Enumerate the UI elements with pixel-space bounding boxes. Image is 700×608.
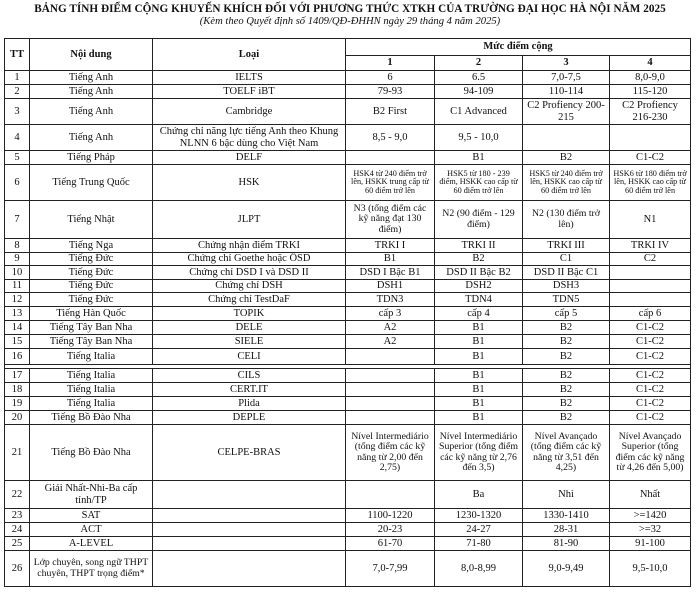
header-loai: Loại — [153, 39, 346, 71]
row-number: 14 — [5, 321, 30, 335]
row-content: Tiếng Đức — [30, 266, 153, 280]
row-type: Chứng chỉ Goethe hoặc ÖSD — [153, 253, 346, 266]
row-level-2: B1 — [435, 369, 523, 383]
row-type: DELF — [153, 151, 346, 165]
row-content: Tiếng Đức — [30, 293, 153, 307]
row-level-4: 115-120 — [610, 85, 691, 99]
row-level-4: 8,0-9,0 — [610, 71, 691, 85]
row-level-4: 9,5-10,0 — [610, 551, 691, 587]
row-level-3: DSH3 — [523, 280, 610, 293]
row-level-2: B1 — [435, 151, 523, 165]
row-level-2: HSK5 từ 180 - 239 điểm, HSKK cao cấp từ 60 điểm trở lên — [435, 165, 523, 201]
row-number: 21 — [5, 425, 30, 481]
row-number: 5 — [5, 151, 30, 165]
row-level-3: 28-31 — [523, 523, 610, 537]
row-level-3: TDN5 — [523, 293, 610, 307]
row-level-4: C1-C2 — [610, 321, 691, 335]
row-level-3: HSK5 từ 240 điểm trở lên, HSKK cao cấp từ 60 điểm trở lên — [523, 165, 610, 201]
row-level-2: 8,0-8,99 — [435, 551, 523, 587]
row-level-3: B2 — [523, 151, 610, 165]
row-level-3: B2 — [523, 369, 610, 383]
row-level-2: TDN4 — [435, 293, 523, 307]
row-content: Tiếng Italia — [30, 369, 153, 383]
row-level-2: 9,5 - 10,0 — [435, 125, 523, 151]
row-content: Tiếng Hàn Quốc — [30, 307, 153, 321]
row-level-4: C1-C2 — [610, 411, 691, 425]
row-level-2: Ba — [435, 481, 523, 509]
row-number: 17 — [5, 369, 30, 383]
row-type: CILS — [153, 369, 346, 383]
row-number: 25 — [5, 537, 30, 551]
row-level-3: B2 — [523, 321, 610, 335]
row-level-3: B2 — [523, 349, 610, 365]
row-number: 22 — [5, 481, 30, 509]
row-level-2: DSD II Bậc B2 — [435, 266, 523, 280]
row-number: 26 — [5, 551, 30, 587]
row-level-4: Nhất — [610, 481, 691, 509]
row-level-4: 91-100 — [610, 537, 691, 551]
document-header — [0, 0, 700, 27]
header-muc-diem: Mức điểm cộng — [346, 39, 691, 56]
row-level-4: C2 — [610, 253, 691, 266]
row-level-2: cấp 4 — [435, 307, 523, 321]
row-level-1: TDN3 — [346, 293, 435, 307]
row-level-1 — [346, 397, 435, 411]
row-type: CELPE-BRAS — [153, 425, 346, 481]
row-level-3: Nhì — [523, 481, 610, 509]
row-level-2: DSH2 — [435, 280, 523, 293]
row-level-2: 71-80 — [435, 537, 523, 551]
row-level-4: HSK6 từ 180 điểm trở lên, HSKK cao cấp từ 60 điểm trở lên — [610, 165, 691, 201]
row-level-3: 7,0-7,5 — [523, 71, 610, 85]
row-content: Tiếng Đức — [30, 280, 153, 293]
header-level-1: 1 — [346, 56, 435, 71]
row-number: 13 — [5, 307, 30, 321]
row-type: CELI — [153, 349, 346, 365]
row-type: DELE — [153, 321, 346, 335]
row-level-4 — [610, 125, 691, 151]
row-content: Tiếng Tây Ban Nha — [30, 335, 153, 349]
row-content: Tiếng Anh — [30, 99, 153, 125]
table-row — [5, 411, 691, 425]
table-row — [5, 425, 691, 481]
row-level-3: TRKI III — [523, 239, 610, 253]
row-level-2: B2 — [435, 253, 523, 266]
row-number: 9 — [5, 253, 30, 266]
row-type: CERT.IT — [153, 383, 346, 397]
row-type: IELTS — [153, 71, 346, 85]
row-content: A-LEVEL — [30, 537, 153, 551]
row-number: 12 — [5, 293, 30, 307]
row-level-1 — [346, 349, 435, 365]
row-level-3: B2 — [523, 397, 610, 411]
row-level-1: B1 — [346, 253, 435, 266]
header-noi-dung: Nội dung — [30, 39, 153, 71]
row-type: TOELF iBT — [153, 85, 346, 99]
table-row — [5, 321, 691, 335]
row-level-4: Nível Avançado Superior (tổng điểm các kỹ năng từ 4,26 đến 5,00) — [610, 425, 691, 481]
table-row — [5, 280, 691, 293]
row-number: 15 — [5, 335, 30, 349]
row-type: Chứng nhận điểm TRKI — [153, 239, 346, 253]
row-level-3: 110-114 — [523, 85, 610, 99]
row-level-4 — [610, 293, 691, 307]
row-level-3: cấp 5 — [523, 307, 610, 321]
row-level-4: C1-C2 — [610, 397, 691, 411]
row-level-4: C1-C2 — [610, 349, 691, 365]
row-type: DEPLE — [153, 411, 346, 425]
row-number: 19 — [5, 397, 30, 411]
table-row — [5, 253, 691, 266]
row-content: Tiếng Đức — [30, 253, 153, 266]
row-level-1: 79-93 — [346, 85, 435, 99]
row-level-2: B1 — [435, 321, 523, 335]
row-level-1: Nível Intermediário (tổng điểm các kỹ năng từ 2,00 đến 2,75) — [346, 425, 435, 481]
row-type: JLPT — [153, 201, 346, 239]
row-level-1: cấp 3 — [346, 307, 435, 321]
table-row — [5, 383, 691, 397]
row-level-2: TRKI II — [435, 239, 523, 253]
row-level-1: 61-70 — [346, 537, 435, 551]
row-level-3: N2 (130 điểm trở lên) — [523, 201, 610, 239]
row-level-4 — [610, 280, 691, 293]
row-level-3: C2 Profiency 200-215 — [523, 99, 610, 125]
row-number: 23 — [5, 509, 30, 523]
row-content: Tiếng Bồ Đào Nha — [30, 425, 153, 481]
table-row — [5, 293, 691, 307]
row-type: Chứng chỉ DSH — [153, 280, 346, 293]
row-level-4: C2 Profiency 216-230 — [610, 99, 691, 125]
row-level-4: >=32 — [610, 523, 691, 537]
table-row — [5, 509, 691, 523]
row-content: Tiếng Nhật — [30, 201, 153, 239]
row-content: ACT — [30, 523, 153, 537]
row-level-1: N3 (tổng điểm các kỹ năng đạt 130 điểm) — [346, 201, 435, 239]
row-level-2: B1 — [435, 335, 523, 349]
row-level-4: C1-C2 — [610, 151, 691, 165]
row-level-1: 8,5 - 9,0 — [346, 125, 435, 151]
row-type — [153, 551, 346, 587]
row-level-3: DSD II Bậc C1 — [523, 266, 610, 280]
row-level-1: 1100-1220 — [346, 509, 435, 523]
row-level-1 — [346, 151, 435, 165]
table-row — [5, 165, 691, 201]
row-level-3: B2 — [523, 411, 610, 425]
row-type — [153, 523, 346, 537]
table-row — [5, 99, 691, 125]
row-level-2: 1230-1320 — [435, 509, 523, 523]
row-type: Chứng chỉ DSD I và DSD II — [153, 266, 346, 280]
row-level-2: N2 (90 điểm - 129 điểm) — [435, 201, 523, 239]
row-level-4: cấp 6 — [610, 307, 691, 321]
row-level-1: DSH1 — [346, 280, 435, 293]
row-content: Tiếng Anh — [30, 71, 153, 85]
row-level-1: 6 — [346, 71, 435, 85]
row-type: SIELE — [153, 335, 346, 349]
row-level-3 — [523, 125, 610, 151]
table-body — [5, 71, 691, 587]
row-content: SAT — [30, 509, 153, 523]
row-level-1: 20-23 — [346, 523, 435, 537]
row-level-2: 94-109 — [435, 85, 523, 99]
table-row — [5, 397, 691, 411]
table-row — [5, 125, 691, 151]
row-type: Chứng chỉ năng lực tiếng Anh theo Khung NLNN 6 bậc dùng cho Việt Nam — [153, 125, 346, 151]
row-level-1: 7,0-7,99 — [346, 551, 435, 587]
row-content: Tiếng Trung Quốc — [30, 165, 153, 201]
table-row — [5, 239, 691, 253]
row-level-4 — [610, 266, 691, 280]
row-level-2: C1 Advanced — [435, 99, 523, 125]
table-row — [5, 551, 691, 587]
row-content: Tiếng Nga — [30, 239, 153, 253]
row-level-4: TRKI IV — [610, 239, 691, 253]
row-content: Tiếng Tây Ban Nha — [30, 321, 153, 335]
row-content: Tiếng Italia — [30, 397, 153, 411]
row-level-2: B1 — [435, 383, 523, 397]
table-row — [5, 201, 691, 239]
table-row — [5, 537, 691, 551]
row-level-3: C1 — [523, 253, 610, 266]
row-level-4: C1-C2 — [610, 383, 691, 397]
row-level-3: B2 — [523, 335, 610, 349]
row-level-4: >=1420 — [610, 509, 691, 523]
row-number: 20 — [5, 411, 30, 425]
table-row — [5, 151, 691, 165]
row-level-1: DSD I Bậc B1 — [346, 266, 435, 280]
header-tt: TT — [5, 39, 30, 71]
row-number: 24 — [5, 523, 30, 537]
table-row — [5, 481, 691, 509]
row-number: 1 — [5, 71, 30, 85]
row-type — [153, 481, 346, 509]
table-row — [5, 335, 691, 349]
header-level-3: 3 — [523, 56, 610, 71]
row-level-2: 24-27 — [435, 523, 523, 537]
row-level-1: TRKI I — [346, 239, 435, 253]
row-number: 11 — [5, 280, 30, 293]
table-row — [5, 523, 691, 537]
row-type: Chứng chỉ TestDaF — [153, 293, 346, 307]
row-type: Cambridge — [153, 99, 346, 125]
row-level-2: B1 — [435, 349, 523, 365]
row-number: 6 — [5, 165, 30, 201]
row-number: 16 — [5, 349, 30, 365]
table-row — [5, 369, 691, 383]
row-type — [153, 537, 346, 551]
row-content: Giải Nhất-Nhì-Ba cấp tỉnh/TP — [30, 481, 153, 509]
row-level-1: HSK4 từ 240 điểm trở lên, HSKK trung cấp từ 60 điểm trở lên — [346, 165, 435, 201]
row-level-1: B2 First — [346, 99, 435, 125]
row-level-3: B2 — [523, 383, 610, 397]
row-content: Tiếng Pháp — [30, 151, 153, 165]
row-level-1: A2 — [346, 335, 435, 349]
row-level-3: 81-90 — [523, 537, 610, 551]
row-type: Plida — [153, 397, 346, 411]
row-type: TOPIK — [153, 307, 346, 321]
row-content: Tiếng Italia — [30, 349, 153, 365]
row-level-4: N1 — [610, 201, 691, 239]
row-number: 8 — [5, 239, 30, 253]
row-level-3: 1330-1410 — [523, 509, 610, 523]
row-level-4: C1-C2 — [610, 369, 691, 383]
table-row — [5, 266, 691, 280]
row-level-2: B1 — [435, 397, 523, 411]
document-subtitle: (Kèm theo Quyết định số 1409/QĐ-ĐHHN ngày 29 tháng 4 năm 2025) — [199, 16, 501, 27]
row-number: 7 — [5, 201, 30, 239]
row-level-3: 9,0-9,49 — [523, 551, 610, 587]
header-level-2: 2 — [435, 56, 523, 71]
row-level-2: B1 — [435, 411, 523, 425]
table-row — [5, 349, 691, 365]
row-level-2: Nível Intermediário Superior (tổng điểm các kỹ năng từ 2,76 đến 3,5) — [435, 425, 523, 481]
table-header-row — [5, 39, 691, 56]
row-content: Lớp chuyên, song ngữ THPT chuyên, THPT trọng điểm* — [30, 551, 153, 587]
row-content: Tiếng Anh — [30, 85, 153, 99]
row-number: 4 — [5, 125, 30, 151]
table-row — [5, 71, 691, 85]
row-type: HSK — [153, 165, 346, 201]
row-content: Tiếng Anh — [30, 125, 153, 151]
row-number: 2 — [5, 85, 30, 99]
header-level-4: 4 — [610, 56, 691, 71]
bonus-points-table — [4, 38, 691, 587]
row-number: 18 — [5, 383, 30, 397]
row-number: 10 — [5, 266, 30, 280]
row-level-1 — [346, 481, 435, 509]
row-number: 3 — [5, 99, 30, 125]
row-content: Tiếng Italia — [30, 383, 153, 397]
row-level-2: 6.5 — [435, 71, 523, 85]
row-content: Tiếng Bồ Đào Nha — [30, 411, 153, 425]
row-level-1 — [346, 411, 435, 425]
row-level-3: Nível Avançado (tổng điểm các kỹ năng từ 3,51 đến 4,25) — [523, 425, 610, 481]
row-level-1 — [346, 369, 435, 383]
table-row — [5, 85, 691, 99]
row-level-4: C1-C2 — [610, 335, 691, 349]
row-type — [153, 509, 346, 523]
row-level-1: A2 — [346, 321, 435, 335]
table-row — [5, 307, 691, 321]
row-level-1 — [346, 383, 435, 397]
document-title: BẢNG TÍNH ĐIỂM CỘNG KHUYẾN KHÍCH ĐỐI VỚI PHƯƠNG THỨC XTKH CỦA TRƯỜNG ĐẠI HỌC HÀ NỘI NĂM 2025 — [34, 3, 666, 15]
